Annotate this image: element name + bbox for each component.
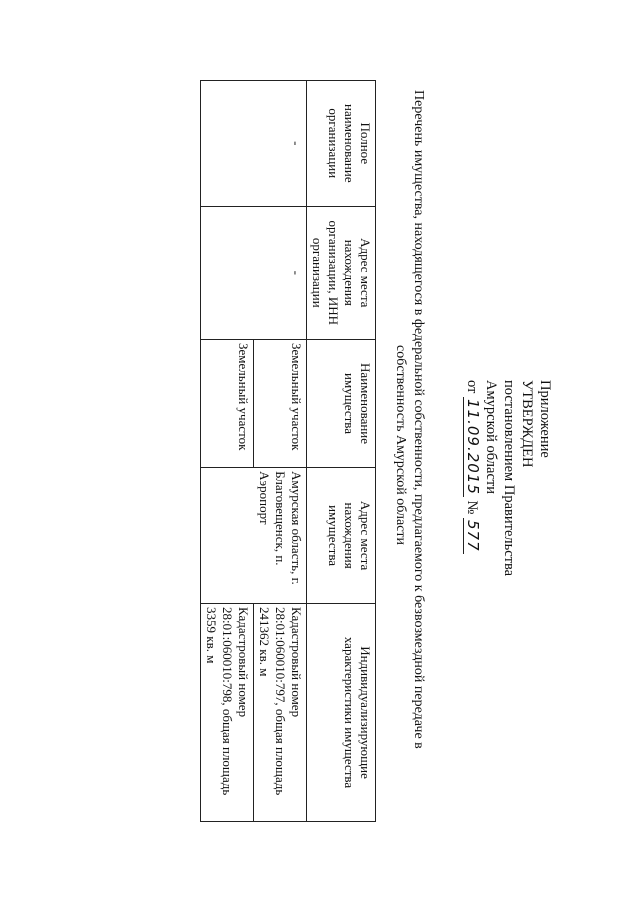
characteristics-cell: Кадастровый номер 28:01:060010:797, общая площадь 241362 кв. м — [254, 604, 307, 822]
handwritten-date: 11.09.2015 — [464, 399, 482, 495]
title-line-1: Перечень имущества, находящегося в федеральной собственности, предлагаемого к безвозмездной передаче в — [411, 90, 426, 749]
approved-label: УТВЕРЖДЕН — [519, 380, 535, 468]
property-table — [200, 80, 376, 822]
handwritten-number: 577 — [464, 520, 482, 552]
table-row — [254, 81, 307, 822]
org-name-cell: - — [201, 81, 307, 207]
resolution-label: постановлением Правительства — [501, 380, 517, 577]
property-name-cell: Земельный участок — [201, 339, 254, 467]
appendix-block — [463, 380, 554, 576]
header-org-name: Полное наименование организации — [307, 81, 376, 207]
date-number-line: от 11.09.2015 № 577 — [464, 380, 482, 552]
region-label: Амурской области — [483, 380, 499, 494]
property-address-cell: Амурская область, г. Благовещенск, п. Аэропорт — [201, 468, 307, 604]
header-property-address: Адрес места нахождения имущества — [307, 468, 376, 604]
table-header-row — [307, 81, 376, 822]
org-address-cell: - — [201, 206, 307, 339]
header-org-address: Адрес места нахождения организации, ИНН организации — [307, 206, 376, 339]
characteristics-cell: Кадастровый номер 28:01:060010:798, общая площадь 3359 кв. м — [201, 604, 254, 822]
document-title — [391, 90, 427, 810]
header-property-name: Наименование имущества — [307, 339, 376, 467]
header-characteristics: Индивидуализирующие характеристики имущества — [307, 604, 376, 822]
property-name-cell: Земельный участок — [254, 339, 307, 467]
title-line-2: собственность Амурской области — [393, 345, 408, 546]
appendix-label: Приложение — [537, 380, 553, 458]
